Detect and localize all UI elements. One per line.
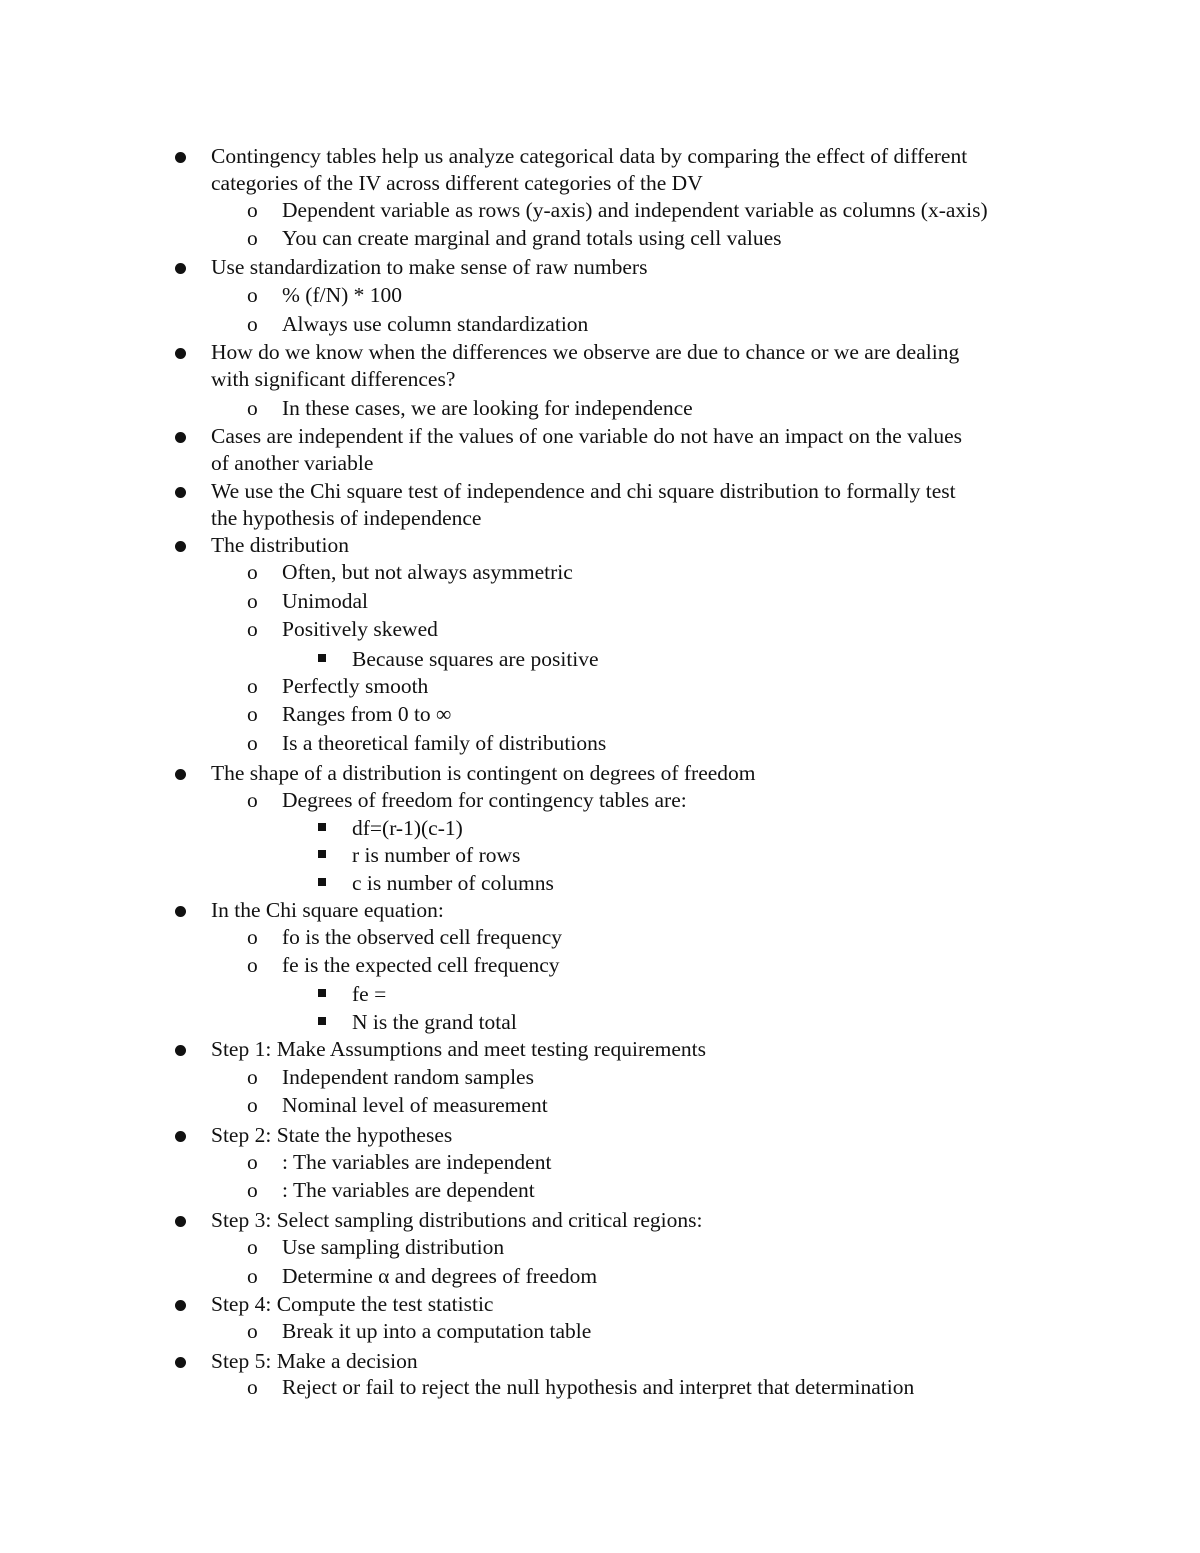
list-item: Often, but not always asymmetric: [282, 560, 573, 584]
bullet-icon: [175, 263, 186, 274]
circle-bullet-icon: o: [247, 1065, 258, 1089]
list-item: In the Chi square equation:: [211, 898, 444, 922]
bullet-icon: [175, 906, 186, 917]
list-item: df=(r-1)(c-1): [352, 816, 463, 840]
list-item: Always use column standardization: [282, 312, 589, 336]
square-bullet-icon: [318, 654, 326, 662]
list-item: Independent random samples: [282, 1065, 534, 1089]
list-item: In these cases, we are looking for independence: [282, 396, 693, 420]
bullet-icon: [175, 1300, 186, 1311]
list-item: : The variables are independent: [282, 1150, 552, 1174]
circle-bullet-icon: o: [247, 1375, 258, 1399]
circle-bullet-icon: o: [247, 953, 258, 977]
list-item: Use standardization to make sense of raw numbers: [211, 255, 648, 279]
list-item: Positively skewed: [282, 617, 438, 641]
list-item: Use sampling distribution: [282, 1235, 505, 1259]
bullet-icon: [175, 487, 186, 498]
list-item-continuation: categories of the IV across different categories of the DV: [211, 171, 703, 195]
list-item: Step 1: Make Assumptions and meet testing requirements: [211, 1037, 707, 1061]
circle-bullet-icon: o: [247, 283, 258, 307]
circle-bullet-icon: o: [247, 1178, 258, 1202]
list-item: r is number of rows: [352, 843, 521, 867]
circle-bullet-icon: o: [247, 396, 258, 420]
circle-bullet-icon: o: [247, 560, 258, 584]
circle-bullet-icon: o: [247, 617, 258, 641]
square-bullet-icon: [318, 1017, 326, 1025]
bullet-icon: [175, 1131, 186, 1142]
list-item: Dependent variable as rows (y-axis) and independent variable as columns (x-axis): [282, 198, 988, 222]
list-item: Because squares are positive: [352, 647, 599, 671]
bullet-icon: [175, 348, 186, 359]
circle-bullet-icon: o: [247, 1264, 258, 1288]
list-item: c is number of columns: [352, 871, 554, 895]
list-item: fo is the observed cell frequency: [282, 925, 562, 949]
circle-bullet-icon: o: [247, 1150, 258, 1174]
circle-bullet-icon: o: [247, 702, 258, 726]
list-item: You can create marginal and grand totals using cell values: [282, 226, 782, 250]
bullet-icon: [175, 432, 186, 443]
bullet-icon: [175, 1216, 186, 1227]
circle-bullet-icon: o: [247, 788, 258, 812]
list-item-continuation: of another variable: [211, 451, 374, 475]
list-item: Nominal level of measurement: [282, 1093, 548, 1117]
bullet-icon: [175, 541, 186, 552]
list-item: Contingency tables help us analyze categorical data by comparing the effect of different: [211, 144, 968, 168]
circle-bullet-icon: o: [247, 198, 258, 222]
square-bullet-icon: [318, 823, 326, 831]
list-item: Cases are independent if the values of one variable do not have an impact on the values: [211, 424, 963, 448]
circle-bullet-icon: o: [247, 925, 258, 949]
bullet-icon: [175, 1357, 186, 1368]
circle-bullet-icon: o: [247, 1319, 258, 1343]
bullet-icon: [175, 1045, 186, 1056]
list-item: Break it up into a computation table: [282, 1319, 592, 1343]
list-item: Unimodal: [282, 589, 368, 613]
bullet-icon: [175, 769, 186, 780]
list-item: Step 5: Make a decision: [211, 1349, 418, 1373]
circle-bullet-icon: o: [247, 589, 258, 613]
list-item: N is the grand total: [352, 1010, 517, 1034]
square-bullet-icon: [318, 989, 326, 997]
bullet-icon: [175, 152, 186, 163]
list-item: fe is the expected cell frequency: [282, 953, 560, 977]
list-item: Step 4: Compute the test statistic: [211, 1292, 494, 1316]
circle-bullet-icon: o: [247, 1093, 258, 1117]
square-bullet-icon: [318, 850, 326, 858]
list-item: Is a theoretical family of distributions: [282, 731, 607, 755]
list-item: Step 2: State the hypotheses: [211, 1123, 453, 1147]
list-item: Ranges from 0 to ∞: [282, 702, 452, 726]
square-bullet-icon: [318, 878, 326, 886]
list-item: fe =: [352, 982, 387, 1006]
list-item-continuation: the hypothesis of independence: [211, 506, 482, 530]
list-item: Step 3: Select sampling distributions and critical regions:: [211, 1208, 703, 1232]
list-item: The distribution: [211, 533, 349, 557]
list-item: We use the Chi square test of independence and chi square distribution to formally test: [211, 479, 956, 503]
list-item: Degrees of freedom for contingency tables are:: [282, 788, 687, 812]
list-item: The shape of a distribution is contingent on degrees of freedom: [211, 761, 756, 785]
circle-bullet-icon: o: [247, 1235, 258, 1259]
circle-bullet-icon: o: [247, 312, 258, 336]
list-item: Determine α and degrees of freedom: [282, 1264, 598, 1288]
list-item: Perfectly smooth: [282, 674, 429, 698]
list-item-continuation: with significant differences?: [211, 367, 456, 391]
list-item: % (f/N) * 100: [282, 283, 403, 307]
circle-bullet-icon: o: [247, 731, 258, 755]
circle-bullet-icon: o: [247, 226, 258, 250]
list-item: Reject or fail to reject the null hypothesis and interpret that determination: [282, 1375, 915, 1399]
circle-bullet-icon: o: [247, 674, 258, 698]
list-item: : The variables are dependent: [282, 1178, 535, 1202]
list-item: How do we know when the differences we observe are due to chance or we are dealing: [211, 340, 960, 364]
